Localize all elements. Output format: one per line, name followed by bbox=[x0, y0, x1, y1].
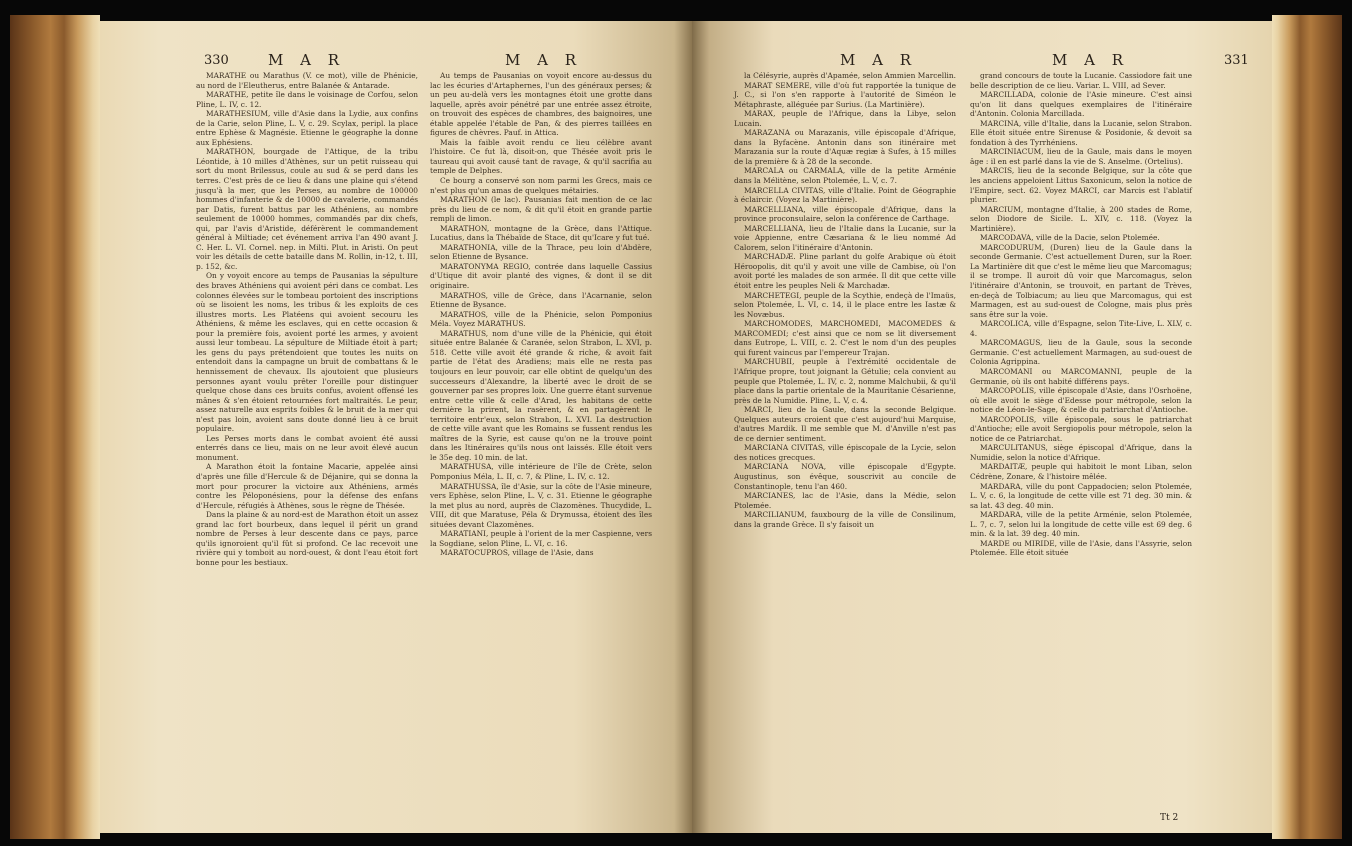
book-cover-right bbox=[1272, 15, 1342, 839]
running-head: M A R bbox=[505, 51, 583, 69]
right-page bbox=[692, 21, 1272, 833]
entry: MARAX, peuple de l'Afrique, dans la Libye, selon Lucain. bbox=[734, 109, 956, 128]
entry: MARDAITÆ, peuple qui habitoit le mont Liban, selon Cédrène, Zonare, & l'histoire mêlée. bbox=[970, 462, 1192, 481]
entry: MARATHE, petite île dans le voisinage de Corfou, selon Pline, L. IV, c. 12. bbox=[196, 90, 418, 109]
entry: MARCALA ou CARMALA, ville de la petite Arménie dans la Mélitène, selon Ptolemée, L. V, c. 7. bbox=[734, 166, 956, 186]
entry: MARCIANA NOVA, ville épiscopale d'Egypte. Augustinus, son évêque, souscrivit au concile de Constantinople, tenu l'an 460. bbox=[734, 462, 956, 491]
running-head: M A R bbox=[1052, 51, 1130, 69]
entry: MARCOPOLIS, ville épiscopale, sous le patriarchat d'Antioche; elle avoit Sergiopolis pour métropole, selon la notice de ce Patriarchat. bbox=[970, 414, 1192, 443]
text-column-left bbox=[734, 71, 956, 529]
entry: MARCOMANI ou MARCOMANNI, peuple de la Germanie, où ils ont habité différens pays. bbox=[970, 366, 1192, 386]
entry: MARATHON (le lac). Pausanias fait mention de ce lac près du lieu de ce nom, & dit qu'il étoit en grande partie rempli de limon. bbox=[430, 195, 652, 224]
entry: MARCILIANUM, fauxbourg de la ville de Consilinum, dans la grande Grèce. Il s'y faisoit un bbox=[734, 510, 956, 529]
entry: MARCINIACUM, lieu de la Gaule, mais dans le moyen âge : il en est parlé dans la vie de S. Anselme. (Ortelius). bbox=[970, 147, 1192, 166]
book-cover-left bbox=[10, 15, 100, 839]
entry: Ce bourg a conservé son nom parmi les Grecs, mais ce n'est plus qu'un amas de quelques métairies. bbox=[430, 176, 652, 195]
entry: MARATHUSA, ville intérieure de l'île de Crète, selon Pomponius Méla, L. II, c. 7, & Pline, L. IV, c. 12. bbox=[430, 462, 652, 481]
entry: grand concours de toute la Lucanie. Cassiodore fait une belle description de ce lieu. Variar. L. VIII, ad Sever. bbox=[970, 71, 1192, 90]
entry: MARCELLIANA, ville épiscopale d'Afrique, dans la province proconsulaire, selon la conférence de Carthage. bbox=[734, 204, 956, 224]
entry: MARCELLIANA, lieu de l'Italie dans la Lucanie, sur la voie Appienne, entre Cæsariana & le lieu nommé Ad Calorem, selon l'itinéraire d'Antonin. bbox=[734, 223, 956, 252]
running-head: M A R bbox=[840, 51, 918, 69]
text-column-right bbox=[970, 71, 1192, 558]
entry: MARAT SEMERE, ville d'où fut rapportée la tunique de J. C., si l'on s'en rapporte à l'autorité de Siméon le Métaphraste, alléguée par Surius. (La Martinière). bbox=[734, 80, 956, 109]
entry: MARCOPOLIS, ville épiscopale d'Asie, dans l'Osrhoëne, où elle avoit le siège d'Edesse pour métropole, selon la notice de Léon-le-Sage, & celle du patriarchat d'Antioche. bbox=[970, 386, 1192, 415]
entry: MARATHON, montagne de la Grèce, dans l'Attique. Lucatius, dans la Thébaïde de Stace, dit qu'Icare y fut tué. bbox=[430, 223, 652, 243]
entry: MARATHONIA, ville de la Thrace, peu loin d'Abdère, selon Etienne de Bysance. bbox=[430, 242, 652, 262]
entry: la Célésyrie, auprès d'Apamée, selon Ammien Marcellin. bbox=[744, 71, 956, 80]
entry: MARCHUBII, peuple à l'extrémité occidentale de l'Afrique propre, tout joignant la Gétulie; cela convient au peuple que Ptolemée, L. IV, c. 2, nomme Malchubii, & qu'il place dans la partie orientale de la Mauritanie Césarienne, près de la Numidie. Pline, L. V, c. 4. bbox=[734, 357, 956, 405]
entry: MARAZANA ou Marazanis, ville épiscopale d'Afrique, dans la Byfacène. Antonin dans son itinéraire met Marazania sur la route d'Aquæ regiæ à Sufes, à 15 milles de la première & à 28 de la seconde. bbox=[734, 128, 956, 166]
entry: MARATHUSSA, île d'Asie, sur la côte de l'Asie mineure, vers Ephèse, selon Pline, L. V, c. 31. Etienne le géographe la met plus au nord, auprès de Clazomènes. Thucydide, L. VIII, dit que Maratuse, Péla & Drymussa, étoient des îles situées devant Clazomènes. bbox=[430, 481, 652, 529]
entry: MARATIANI, peuple à l'orient de la mer Caspienne, vers la Sogdiane, selon Pline, L. VI, c. 16. bbox=[430, 529, 652, 548]
entry: MARCODURUM, (Duren) lieu de la Gaule dans la seconde Germanie. C'est actuellement Duren, sur la Roer. La Martinière dit que c'est le même lieu que Marcomagus; il se trompe. Il auroit dû voir que Marcomagus, selon l'itinéraire d'Antonin, se trouvoit, en partant de Trèves, en-deçà de Tolbiacum; au lieu que Marcomagus, qui est Marmagen, est au sud-ouest de Cologne, mais plus près sans être sur la voie. bbox=[970, 242, 1192, 319]
entry: MARATHOS, ville de la Phénicie, selon Pomponius Méla. Voyez MARATHUS. bbox=[430, 309, 652, 329]
signature-mark: Tt 2 bbox=[1160, 813, 1179, 823]
entry: MARCHETEGI, peuple de la Scythie, endeçà de l'Imaüs, selon Ptolemée, L. VI, c. 14, il le place entre les Iastæ & les Novæbus. bbox=[734, 290, 956, 319]
left-page bbox=[100, 21, 692, 833]
entry: MARCIS, lieu de la seconde Belgique, sur la côte que les anciens appeloient Littus Saxonicum, selon la notice de l'Empire, sect. 62. Voyez MARCI, car Marcis est l'ablatif plurier. bbox=[970, 166, 1192, 205]
entry: MARCI, lieu de la Gaule, dans la seconde Belgique. Quelques auteurs croient que c'est aujourd'hui Marquise, d'autres Mardik. Il me semble que M. d'Anville n'est pas de ce dernier sentiment. bbox=[734, 405, 956, 443]
entry: Dans la plaine & au nord-est de Marathon étoit un assez grand lac fort bourbeux, dans lequel il périt un grand nombre de Perses à leur descente dans ce pays, parce qu'ils ignoroient qu'il fût si profond. Ce lac recevoit une rivière qui y tomboit au nord-ouest, & dont l'eau étoit fort bonne pour les bestiaux. bbox=[196, 510, 418, 567]
entry: MARCIUM, montagne d'Italie, à 200 stades de Rome, selon Diodore de Sicile. L. XIV, c. 118. (Voyez la Martinière). bbox=[970, 204, 1192, 233]
entry: MARATHESIUM, ville d'Asie dans la Lydie, aux confins de la Carie, selon Pline, L. V, c. 29. Scylax, peripl. la place entre Ephèse & Magnésie. Etienne le géographe la donne aux Ephésiens. bbox=[196, 109, 418, 147]
page-number: 331 bbox=[1224, 53, 1249, 68]
entry: MARDARA, ville du pont Cappadocien; selon Ptolemée, L. V, c. 6, la longitude de cette ville est 71 deg. 30 min. & sa lat. 43 deg. 40 min. bbox=[970, 481, 1192, 510]
entry: MARCHADÆ. Pline parlant du golfe Arabique où étoit Héroopolis, dit qu'il y avoit une ville de Cambise, où l'on avoit porté les malades de son armée. Il dit que cette ville étoit entre les peuples Neli & Marchadæ. bbox=[734, 252, 956, 291]
entry: MARATHON, bourgade de l'Attique, de la tribu Léontide, à 10 milles d'Athènes, sur un petit ruisseau qui sort du mont Brilessus, coule au sud & se perd dans les terres. C'est près de ce lieu & dans une plaine qui s'étend jusqu'à la mer, que les Perses, au nombre de 100000 hommes d'infanterie & de 10000 de cavalerie, commandés par Datis, furent battus par les Athéniens, au nombre seulement de 10000 hommes, commandés par dix chefs, qui, par l'avis d'Aristide, déférèrent le commandement général à Miltiade; cet événement arriva l'an 490 avant J. C. Her. L. VI. Cornel. nep. in Milti. Plut. in Aristi. On peut voir les détails de cette bataille dans M. Rollin, in-12, t. III, p. 152, &c. bbox=[196, 147, 418, 271]
page-number: 330 bbox=[204, 53, 229, 68]
entry: On y voyoit encore au temps de Pausanias la sépulture des braves Athéniens qui avoient péri dans ce combat. Les colonnes élevées sur le tombeau portoient des inscriptions où se lisoient les noms, les tribus & les exploits de ces illustres morts. Les Platéens qui avoient secouru les Athéniens, & même les esclaves, qui en cette occasion & pour la première fois, avoient porté les armes, y avoient aussi leur tombeau. La sépulture de Miltiade étoit à part; les gens du pays prétendoient que toutes les nuits on entendoit dans la campagne un bruit de combattans & le hennissement de chevaux. Ils ajoutoient que plusieurs personnes ayant voulu prêter l'oreille pour distinguer quelque chose dans ces bruits confus, avoient offensé les mânes & s'en étoient retournées fort maltraités. Le peur, assez naturelle aux esprits foibles & le bruit de la mer qui n'est pas loin, avoient sans doute donné lieu à ce bruit populaire. bbox=[196, 271, 418, 434]
entry: Mais la faible avoit rendu ce lieu célèbre avant l'histoire. Ce fut là, disoit-on, que Thésée avoit pris le taureau qui avoit causé tant de ravage, & qu'il sacrifia au temple de Delphes. bbox=[430, 137, 652, 176]
entry: MARATHE ou Marathus (V. ce mot), ville de Phénicie, au nord de l'Eleutherus, entre Balanée & Antarade. bbox=[196, 71, 418, 90]
running-head: M A R bbox=[268, 51, 346, 69]
entry: MARCODAVA, ville de la Dacie, selon Ptolemée. bbox=[980, 233, 1160, 243]
entry: Au temps de Pausanias on voyoit encore au-dessus du lac les écuries d'Artaphernes, l'un des généraux perses; & un peu au-delà vers les montagnes étoit une grotte dans laquelle, après avoir pénétré par une entrée assez étroite, on trouvoit des espèces de chambres, des baignoires, une étable appelée l'étable de Pan, & des pierres taillées en figures de chèvres. Pauf. in Attica. bbox=[430, 71, 652, 138]
entry: MARDARA, ville de la petite Arménie, selon Ptolemée, L. 7, c. 7, selon lui la longitude de cette ville est 69 deg. 6 min. & la lat. 39 deg. 40 min. bbox=[970, 510, 1192, 539]
entry: MARATHUS, nom d'une ville de la Phénicie, qui étoit située entre Balanée & Caranée, selon Strabon, L. XVI, p. 518. Cette ville avoit été grande & riche, & avoit fait partie de l'état des Aradiens; mais elle ne resta pas toujours en leur pouvoir, car elle obtint de quelqu'un des successeurs d'Alexandre, la liberté avec le droit de se gouverner par ses propres loix. Une guerre étant survenue entre cette ville & celle d'Arad, les habitans de cette dernière la prirent, la rasèrent, & en partagèrent le territoire entr'eux, selon Strabon, L. XVI. La destruction de cette ville avant que les Romains se fussent rendus les maîtres de la Syrie, est cause qu'on ne la trouve point dans les Itinéraires qu'ils nous ont laissés. Elle étoit vers le 35e deg. 10 min. de lat. bbox=[430, 328, 652, 462]
entry: MARCOMAGUS, lieu de la Gaule, sous la seconde Germanie. C'est actuellement Marmagen, au sud-ouest de Colonia Agrippina. bbox=[970, 338, 1192, 367]
entry: MARCIANES, lac de l'Asie, dans la Médie, selon Ptolemée. bbox=[734, 491, 956, 510]
entry: MARATHOS, ville de Grèce, dans l'Acarnanie, selon Etienne de Bysance. bbox=[430, 290, 652, 310]
entry: MARCILLADA, colonie de l'Asie mineure. C'est ainsi qu'on lit dans quelques exemplaires de l'itinéraire d'Antonin. Colonia Marcillada. bbox=[970, 90, 1192, 119]
entry: MARDE ou MIRIDE, ville de l'Asie, dans l'Assyrie, selon Ptolemée. Elle étoit située bbox=[970, 538, 1192, 558]
entry: MARCULITANUS, siège épiscopal d'Afrique, dans la Numidie, selon la notice d'Afrique. bbox=[970, 443, 1192, 462]
text-column-left bbox=[196, 71, 418, 567]
entry: MARCELLA CIVITAS, ville d'Italie. Point de Géographie à éclaircir. (Voyez la Martinière). bbox=[734, 185, 956, 205]
entry: MARCOLICA, ville d'Espagne, selon Tite-Live, L. XLV, c. 4. bbox=[970, 319, 1192, 338]
entry: MARCINA, ville d'Italie, dans la Lucanie, selon Strabon. Elle étoit située entre Sirenuse & Posidonie, & devoit sa fondation à des Tyrrhéniens. bbox=[970, 118, 1192, 147]
text-column-right bbox=[430, 71, 652, 558]
entry: MARATOCUPROS, village de l'Asie, dans bbox=[440, 548, 594, 558]
open-book bbox=[10, 15, 1342, 839]
entry: MARCHOMODES, MARCHOMEDI, MACOMEDES & MARCOMEDI; c'est ainsi que ce nom se lit diversement dans Eutrope, L. VIII, c. 2. C'est le nom d'un des peuples qui furent vaincus par l'empereur Trajan. bbox=[734, 319, 956, 357]
entry: Les Perses morts dans le combat avoient été aussi enterrés dans ce lieu, mais on ne leur avoit élevé aucun monument. bbox=[196, 433, 418, 462]
entry: A Marathon étoit la fontaine Macarie, appelée ainsi d'après une fille d'Hercule & de Déjanire, qui se donna la mort pour procurer la victoire aux Athéniens, armés contre les Péloponésiens, pour la défense des enfans d'Hercule, réfugiés à Athènes, sous le règne de Thésée. bbox=[196, 462, 418, 510]
entry: MARCIANA CIVITAS, ville épiscopale de la Lycie, selon des notices grecques. bbox=[734, 443, 956, 462]
entry: MARATONYMA REGIO, contrée dans laquelle Cassius d'Utique dit avoir planté des vignes, & dont il se dit originaire. bbox=[430, 261, 652, 291]
